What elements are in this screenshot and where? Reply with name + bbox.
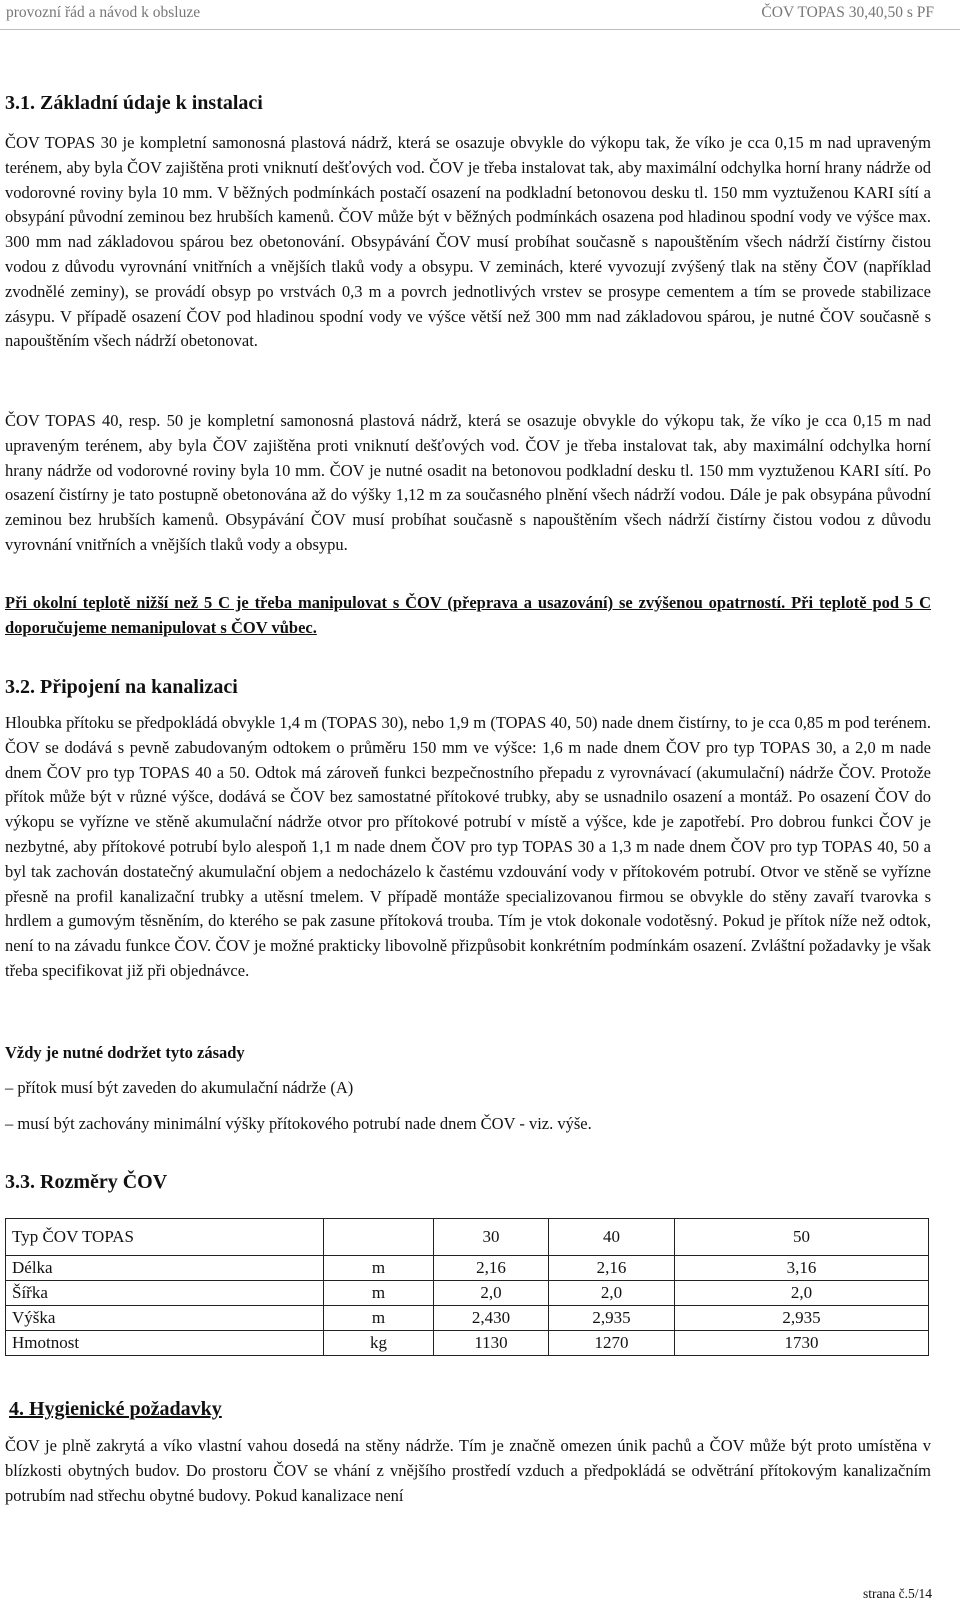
table-cell: 2,0 — [434, 1281, 549, 1306]
section-3-3-title: 3.3. Rozměry ČOV — [5, 1171, 168, 1193]
temperature-warning: Při okolní teplotě nižší než 5 C je třeba manipulovat s ČOV (přeprava a usazování) se zvýšenou opatrností. Při teplotě pod 5 C doporučujeme nemanipulovat s ČOV vůbec. — [5, 593, 931, 637]
table-cell: 2,935 — [549, 1306, 675, 1331]
table-cell: 50 — [675, 1219, 929, 1256]
dimensions-table — [5, 1218, 929, 1356]
table-cell: 1270 — [549, 1331, 675, 1356]
table-cell: Výška — [6, 1306, 324, 1331]
table-cell: Hmotnost — [6, 1331, 324, 1356]
rule-2: – musí být zachovány minimální výšky přítokového potrubí nade dnem ČOV - viz. výše. — [5, 1114, 592, 1133]
table-cell: 40 — [549, 1219, 675, 1256]
table-cell: 2,430 — [434, 1306, 549, 1331]
section-3-1-title: 3.1. Základní údaje k instalaci — [5, 92, 263, 114]
header-divider — [0, 29, 960, 30]
table-cell: m — [324, 1281, 434, 1306]
table-cell: 2,935 — [675, 1306, 929, 1331]
header-left: provozní řád a návod k obsluze — [6, 4, 201, 21]
table-cell — [324, 1219, 434, 1256]
page-header — [6, 4, 934, 26]
table-cell: 1730 — [675, 1331, 929, 1356]
table-cell: 2,0 — [549, 1281, 675, 1306]
page-number: strana č.5/14 — [863, 1586, 932, 1601]
table-cell: 2,16 — [434, 1256, 549, 1281]
rules-title: Vždy je nutné dodržet tyto zásady — [5, 1043, 245, 1062]
table-header-row — [6, 1219, 929, 1256]
section-4-paragraph-1: ČOV je plně zakrytá a víko vlastní vahou dosedá na stěny nádrže. Tím je značně omezen únik pachů a ČOV může být proto umístěna v blízkosti obytných budov. Do prostoru ČOV se vhání z vnějšího prostředí vzduch a předpokládá se odvětrání přítokovým kanalizačním potrubím nad střechu obytné budovy. Pokud kanalizace není — [5, 1436, 931, 1505]
table-cell: 30 — [434, 1219, 549, 1256]
table-row — [6, 1281, 929, 1306]
table-cell: m — [324, 1256, 434, 1281]
section-3-2-title: 3.2. Připojení na kanalizaci — [5, 676, 238, 698]
table-cell: Šířka — [6, 1281, 324, 1306]
table-cell: 2,16 — [549, 1256, 675, 1281]
table-cell: kg — [324, 1331, 434, 1356]
section-3-1-paragraph-1: ČOV TOPAS 30 je kompletní samonosná plastová nádrž, která se osazuje obvykle do výkopu tak, že víko je cca 0,15 m nad upraveným terénem, aby byla ČOV zajištěna proti vniknutí dešťových vod. ČOV je třeba instalovat tak, aby maximální odchylka horní hrany nádrže od vodorovné roviny byla 10 mm. V běžných podmínkách postačí osazení na podkladní betonovou desku tl. 150 mm vyztuženou KARI sítí a obsypání původní zeminou bez hrubších kamenů. ČOV může být v běžných podmínkách osazena pod hladinou spodní vody ve výšce max. 300 mm nad základovou spárou bez obetonování. Obsypávání ČOV musí probíhat současně s napouštěním všech nádrží čistírny čistou vodou z důvodu vyrovnání vnitřních a vnějších tlaků vody a obsypu. V zeminách, které vyvozují zvýšený tlak na stěny ČOV (například zvodnělé zeminy), se provádí obsyp po vrstvách 0,3 m a povrch jednotlivých vrstev se prosype cementem a tím se provede stabilizace zásypu. V případě osazení ČOV pod hladinou spodní vody ve výšce větší než 300 mm nad základovou spárou, je nutné ČOV současně s napouštěním všech nádrží obetonovat. — [5, 133, 931, 351]
table-row — [6, 1306, 929, 1331]
rule-1: – přítok musí být zaveden do akumulační nádrže (A) — [5, 1078, 354, 1097]
section-4-title: 4. Hygienické požadavky — [9, 1398, 222, 1420]
table-cell: m — [324, 1306, 434, 1331]
table-cell: 3,16 — [675, 1256, 929, 1281]
table-cell: Délka — [6, 1256, 324, 1281]
header-right: ČOV TOPAS 30,40,50 s PF — [761, 4, 934, 21]
table-row — [6, 1256, 929, 1281]
section-3-1-paragraph-2: ČOV TOPAS 40, resp. 50 je kompletní samonosná plastová nádrž, která se osazuje obvykle do výkopu tak, že víko je cca 0,15 m nad upraveným terénem, aby byla ČOV zajištěna proti vniknutí dešťových vod. ČOV je třeba instalovat tak, aby maximální odchylka horní hrany nádrže od vodorovné roviny byla 10 mm. ČOV je nutné osadit na betonovou podkladní desku tl. 150 mm vyztuženou KARI sítí. Po osazení čistírny je tato postupně obetonována až do výšky 1,12 m za současného plnění všech nádrží vodou. Dále je pak obsypána původní zeminou bez hrubších kamenů. Obsypávání ČOV musí probíhat současně s napouštěním všech nádrží čistírny čistou vodou z důvodu vyrovnání vnitřních a vnějších tlaků vody a obsypu. — [5, 411, 931, 554]
table-row — [6, 1331, 929, 1356]
table-cell: Typ ČOV TOPAS — [6, 1219, 324, 1256]
table-cell: 2,0 — [675, 1281, 929, 1306]
table-cell: 1130 — [434, 1331, 549, 1356]
section-3-2-paragraph-1: Hloubka přítoku se předpokládá obvykle 1,4 m (TOPAS 30), nebo 1,9 m (TOPAS 40, 50) nade dnem čistírny, to je cca 0,85 m pod terénem. ČOV se dodává s pevně zabudovaným odtokem o průměru 150 mm ve výšce: 1,6 m nade dnem ČOV pro typ TOPAS 30, a 2,0 m nade dnem ČOV pro typ TOPAS 40 a 50. Odtok má zároveň funkci bezpečnostního přepadu z vyrovnávací (akumulační) nádrže ČOV. Protože přítok může být v různé výšce, dodává se ČOV bez samostatné přítokové trubky, aby se usnadnilo osazení a montáž. Po osazení ČOV do výkopu se vyřízne ve stěně akumulační nádrže otvor pro přítokové potrubí v místě a výšce, kde je zapotřebí. Pro dobrou funkci ČOV je nezbytné, aby přítokové potrubí bylo alespoň 1,1 m nade dnem ČOV pro typ TOPAS 30 a 1,3 m nade dnem ČOV pro typ TOPAS 40, 50 a byl tak zachován dostatečný akumulační objem a nedocházelo k častému vzdouvání vody v přítokovém potrubí. Otvor ve stěně se vyřízne přesně na profil kanalizační trubky a utěsní tmelem. V případě montáže specializovanou firmou se obvykle do stěny zavaří tvarovka s hrdlem a gumovým těsněním, do kterého se pak zasune přítoková trouba. Tím je vtok dokonale vodotěsný. Pokud je přítok níže než odtok, není to na závadu funkce ČOV. ČOV je možné prakticky libovolně přizpůsobit konkrétním podmínkám osazení. Zvláštní požadavky je však třeba specifikovat již při objednávce. — [5, 713, 931, 980]
